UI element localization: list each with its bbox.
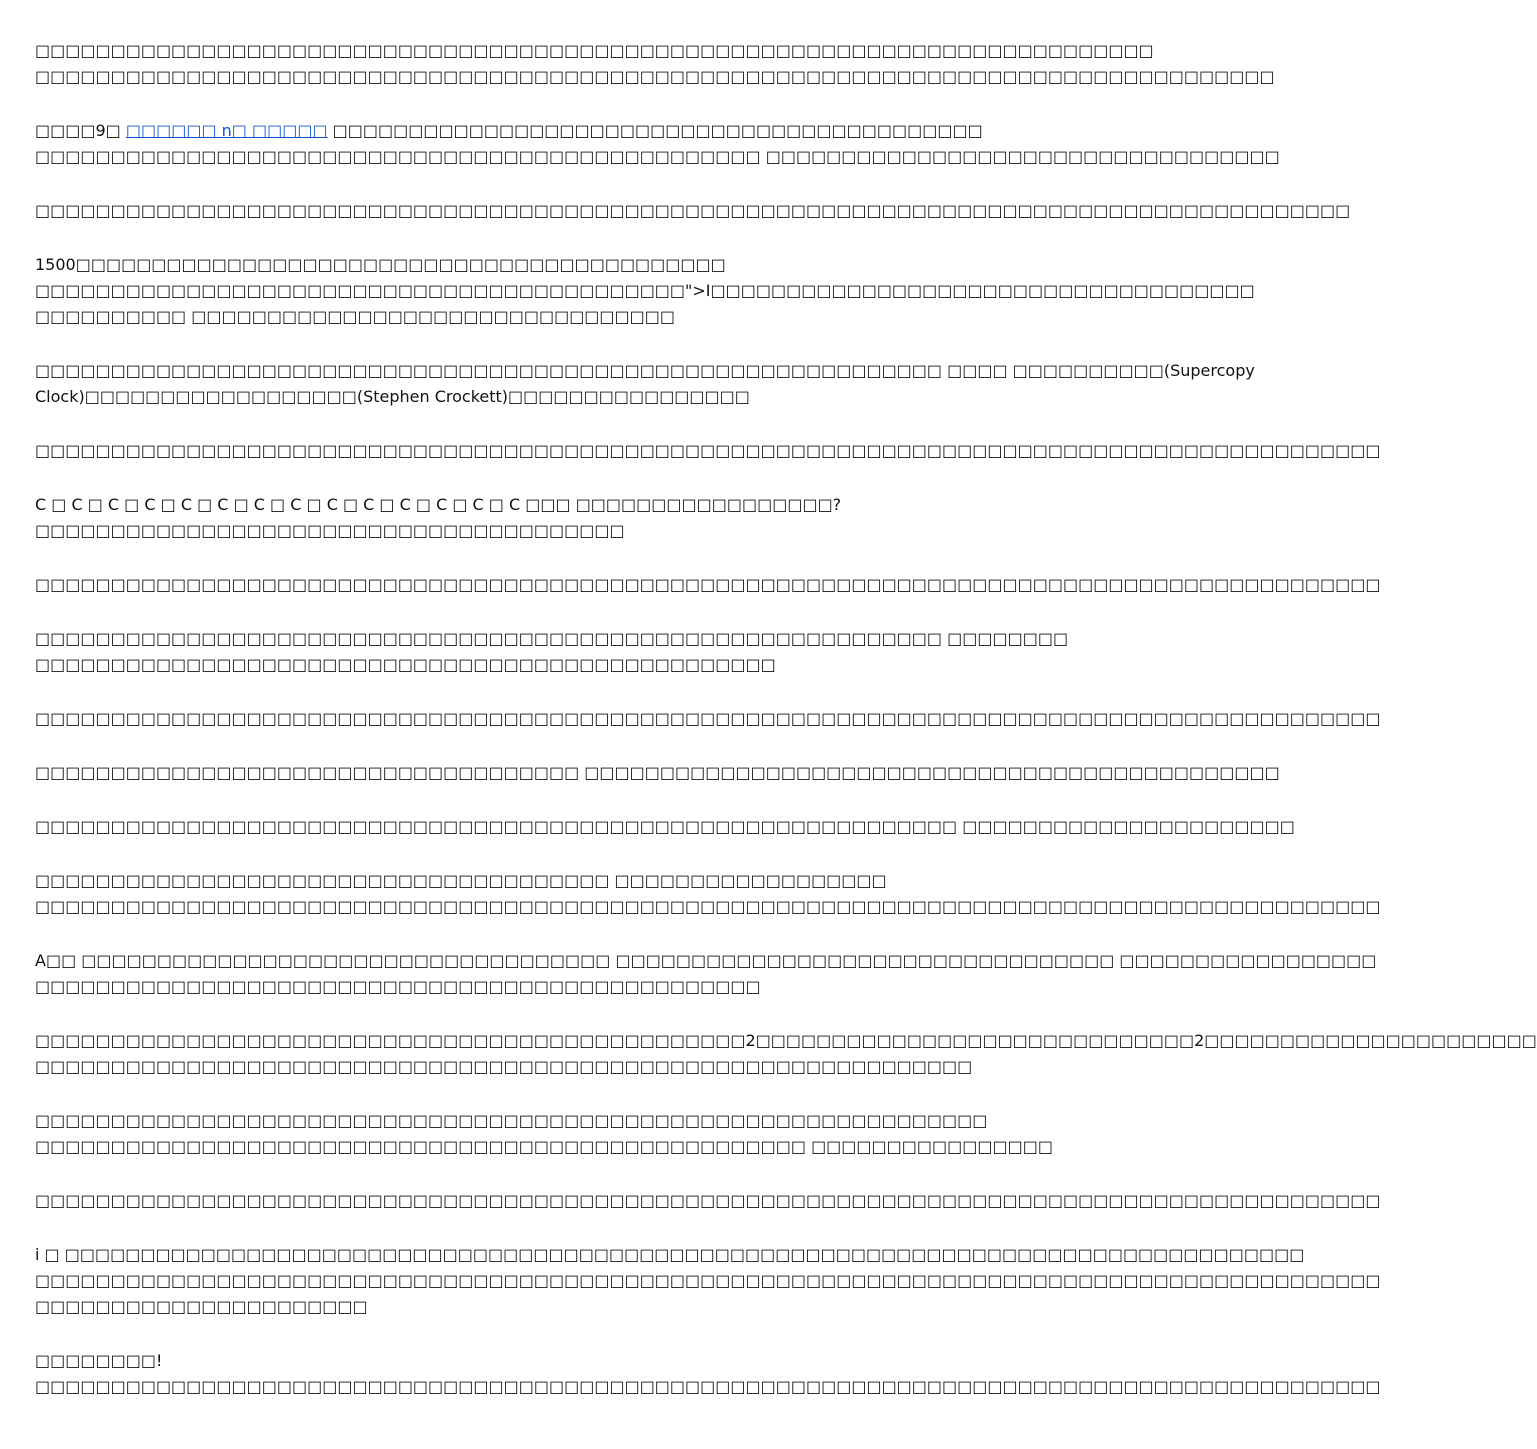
paragraph xyxy=(35,868,1381,920)
paragraph xyxy=(35,358,1255,410)
text-line: □□□□□□□□□□□□□□□□□□□□□□□□□□□□□□□□□□□□□□□□□□□□□□□□□□□□□□□□□□□□□□ xyxy=(35,1057,973,1076)
text-line: □□□□□□□□□□□□□□□□□□□□□□□□□□□□□□□□□□□□□□□□□□□□□□□□□□□□□□□□□□□□□□□□□□□□□□□□□□ xyxy=(35,41,1154,60)
paragraph xyxy=(35,572,1381,598)
paragraph xyxy=(35,760,1280,786)
paragraph xyxy=(35,814,1295,840)
text-line: i □ □□□□□□□□□□□□□□□□□□□□□□□□□□□□□□□□□□□□□□□□□□□□□□□□□□□□□□□□□□□□□□□□□□□□□□□□□□□□□□□□□□ xyxy=(35,1245,1305,1264)
text-line: □□□□□□□□□□□□□□□□□□□□□□□□□□□□□□□□□□□□□□□□□□□□□□□□□□□□□□□□□□□□□□□ xyxy=(35,1111,988,1130)
text-line: C □ C □ C □ C □ C □ C □ C □ C □ C □ C □ C □ C □ C □ C □□□ □□□□□□□□□□□□□□□□□? xyxy=(35,495,842,514)
text-line: □□□□□□□□□□□□□□□□□□□□□□□□□□□□□□□□□□□□□□□□□□□□□□□□□□□□□□□□□□□□□□□□□□□□□□□□□□□□□□□□□□ xyxy=(35,67,1275,86)
link-suffix-text: □□□□□□□□□□□□□□□□□□□□□□□□□□□□□□□□□□□□□□□□□□□ xyxy=(327,121,983,140)
paragraph xyxy=(35,198,1351,224)
text-line: □□□□□□□□□□ □□□□□□□□□□□□□□□□□□□□□□□□□□□□□□□□ xyxy=(35,307,676,326)
document-body xyxy=(35,38,1537,1428)
paragraph xyxy=(35,706,1381,732)
text-line: 1500□□□□□□□□□□□□□□□□□□□□□□□□□□□□□□□□□□□□□□□□□□□ xyxy=(35,255,726,274)
paragraph xyxy=(35,438,1381,464)
text-line: □□□□□□□□□□□□□□□□□□□□□□□□□□□□□□□□□□□□□□□□□□□□□□□□□□□□□□□□□□□□□□□□□□□□□□□□□□□□□□□□□□□□□□□ xyxy=(35,201,1351,220)
text-line: □□□□□□□□□□□□□□□□□□□□□□□□□□□□□□□□□□□□□□□ xyxy=(35,521,625,540)
paragraph xyxy=(35,118,1280,170)
text-line: □□□□□□□□□□□□□□□□□□□□□□□□□□□□□□□□□□□□□□□□□□□□□□□□□□□□□□□□□□□□□□□□□□□□□□□□□□□□□□□□□□□□□□□□□ xyxy=(35,709,1381,728)
paragraph xyxy=(35,948,1377,1000)
text-line: □□□□□□□□□□□□□□□□□□□□□□□□□□□□□□□□□□□□□□□□□□□□□□□□□□□□□□□□□□□□□□□□□□□□□□□□□□□□□□□□□□□□□□□□□ xyxy=(35,575,1381,594)
text-line: □□□□□□□□□□□□□□□□□□□□□□□□□□□□□□□□□□□□□□□□□□□□□□□□ xyxy=(35,977,761,996)
text-line: □□□□□□□□□□□□□□□□□□□□□□□□□□□□□□□□□□□□□□□□□□□□□□□□□□□□□□□□□□□□□□□□□□□□□□□□□□□□□□□□□□□□□□□□□ xyxy=(35,441,1381,460)
text-line: Clock)□□□□□□□□□□□□□□□□□□(Stephen Crockett)□□□□□□□□□□□□□□□□ xyxy=(35,387,750,406)
text-line: □□□□□□□□□□□□□□□□□□□□□□□□□□□□□□□□□□□□□□□□□□□□□□□□□□□□□□□□□□□□□□□□□□□□□□□□□□□□□□□□□□□□□□□□□ xyxy=(35,1191,1381,1210)
text-line: □□□□□□□□□□□□□□□□□□□□□□□□□□□□□□□□□□□□□□□□□□□□□□□□□□□□□□□□□□□□□□□□□□□□□□□□□□□□□□□□□□□□□□□□□ xyxy=(35,897,1381,916)
paragraph xyxy=(35,492,990,544)
text-line: □□□□□□□□□□□□□□□□□□□□□□□□□□□□□□□□□□□□□□□□□□□□□□□□□□□□□□□□□□□□□□□□□□□□□□□□□□□□□□□□□□□□□□□□□ xyxy=(35,1271,1381,1290)
text-line: □□□□□□□□□□□□□□□□□□□□□□□□□□□□□□□□□□□□□□□□□□□□□□□□□□□□□□□□□□□□□ □□□□□□□□□□□□□□□□□□□□□□ xyxy=(35,817,1295,836)
text-line: □□□□□□□□□□□□□□□□□□□□□□□□□□□□□□□□□□□□ □□□□□□□□□□□□□□□□□□□□□□□□□□□□□□□□□□□□□□□□□□□□□□ xyxy=(35,763,1280,782)
text-line: □□□□□□□□□□□□□□□□□□□□□□□□□□□□□□□□□□□□□□□□□□□□□□□2□□□□□□□□□□□□□□□□□□□□□□□□□□□□□2□□□□□□□□□□□□□□□□□□□□□□ xyxy=(35,1031,1537,1050)
text-line-with-link xyxy=(35,118,990,144)
paragraph xyxy=(35,1242,1381,1320)
inline-link[interactable]: □□□□□□ n□ □□□□□ xyxy=(125,121,328,140)
text-line: □□□□□□□□□□□□□□□□□□□□□□□□□□□□□□□□□□□□□□□□□□□">I□□□□□□□□□□□□□□□□□□□□□□□□□□□□□□□□□□□□ xyxy=(35,281,1255,300)
paragraph xyxy=(35,38,1275,90)
paragraph xyxy=(35,1108,1053,1160)
text-line: A□□ □□□□□□□□□□□□□□□□□□□□□□□□□□□□□□□□□□□ □□□□□□□□□□□□□□□□□□□□□□□□□□□□□□□□□ □□□□□□□□□□□□□□□□□ xyxy=(35,951,1377,970)
paragraph xyxy=(35,1028,1537,1080)
link-prefix-text: □□□□9□ xyxy=(35,121,126,140)
paragraph xyxy=(35,1188,1381,1214)
text-line: □□□□□□□□□□□□□□□□□□□□□□□□□□□□□□□□□□□□□□□□□□□□□□□□□□□□□□□□□□□□ □□□□□□□□ xyxy=(35,629,1069,648)
text-line: □□□□□□□□□□□□□□□□□□□□□□□□□□□□□□□□□□□□□□ □□□□□□□□□□□□□□□□□□ xyxy=(35,871,887,890)
paragraph xyxy=(35,252,1255,330)
text-line: □□□□□□□□□□□□□□□□□□□□□□ xyxy=(35,1297,368,1316)
text-line: □□□□□□□□□□□□□□□□□□□□□□□□□□□□□□□□□□□□□□□□□□□□□□□□ □□□□□□□□□□□□□□□□□□□□□□□□□□□□□□□□□□ xyxy=(35,147,1280,166)
text-line: □□□□□□□□□□□□□□□□□□□□□□□□□□□□□□□□□□□□□□□□□□□□□□□□□ xyxy=(35,655,776,674)
text-line: □□□□□□□□□□□□□□□□□□□□□□□□□□□□□□□□□□□□□□□□□□□□□□□□□□□□□□□□□□□□□□□□□□□□□□□□□□□□□□□□□□□□□□□□□ xyxy=(35,1377,1381,1396)
paragraph xyxy=(35,1348,1381,1400)
text-line: □□□□□□□□□□□□□□□□□□□□□□□□□□□□□□□□□□□□□□□□□□□□□□□□□□□□□□□□□□□□ □□□□ □□□□□□□□□□(Supercopy xyxy=(35,361,1255,380)
text-line: □□□□□□□□! xyxy=(35,1351,163,1370)
text-line: □□□□□□□□□□□□□□□□□□□□□□□□□□□□□□□□□□□□□□□□□□□□□□□□□□□ □□□□□□□□□□□□□□□□ xyxy=(35,1137,1053,1156)
paragraph xyxy=(35,626,1069,678)
